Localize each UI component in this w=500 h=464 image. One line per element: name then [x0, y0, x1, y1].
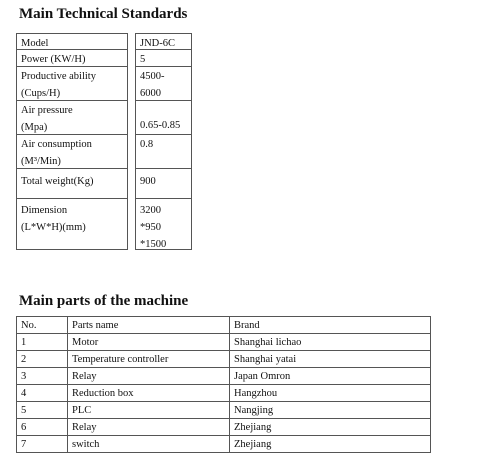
cell-no: 7 — [17, 436, 68, 453]
tech-value-line: 4500- — [140, 71, 165, 82]
tech-label-line: Productive ability — [21, 71, 96, 82]
column-header-no: No. — [17, 317, 68, 334]
tech-row-total-weight — [16, 169, 192, 199]
tech-value-line: 3200 — [140, 205, 161, 216]
tech-row-dimension — [16, 199, 192, 250]
tech-label: Total weight(Kg) — [16, 169, 128, 199]
table-row — [17, 351, 431, 368]
cell-brand: Japan Omron — [230, 368, 431, 385]
tech-row-power — [16, 50, 192, 67]
cell-part: PLC — [68, 402, 230, 419]
tech-value-line: *950 — [140, 222, 161, 233]
tech-label — [16, 67, 128, 101]
tech-label-line: Air consumption — [21, 139, 92, 150]
machine-parts-table — [16, 316, 431, 453]
technical-standards-table — [16, 33, 192, 250]
table-header-row — [17, 317, 431, 334]
cell-part: Reduction box — [68, 385, 230, 402]
column-header-parts-name: Parts name — [68, 317, 230, 334]
tech-value: 5 — [135, 50, 192, 67]
tech-value — [135, 101, 192, 135]
cell-brand: Zhejiang — [230, 419, 431, 436]
cell-part: Motor — [68, 334, 230, 351]
cell-no: 6 — [17, 419, 68, 436]
tech-value: 900 — [135, 169, 192, 199]
tech-value-line: *1500 — [140, 239, 167, 250]
tech-label — [16, 101, 128, 135]
cell-part: Relay — [68, 419, 230, 436]
tech-label-line: Dimension — [21, 205, 68, 216]
column-header-brand: Brand — [230, 317, 431, 334]
cell-part: switch — [68, 436, 230, 453]
cell-no: 4 — [17, 385, 68, 402]
tech-value-line: 6000 — [140, 88, 161, 99]
cell-no: 1 — [17, 334, 68, 351]
tech-row-air-pressure — [16, 101, 192, 135]
cell-no: 5 — [17, 402, 68, 419]
cell-brand: Zhejiang — [230, 436, 431, 453]
cell-part: Temperature controller — [68, 351, 230, 368]
table-row — [17, 368, 431, 385]
tech-label — [16, 199, 128, 250]
tech-row-air-consumption — [16, 135, 192, 169]
technical-standards-title: Main Technical Standards — [19, 6, 188, 22]
cell-part: Relay — [68, 368, 230, 385]
tech-label — [16, 135, 128, 169]
table-row — [17, 385, 431, 402]
table-row — [17, 419, 431, 436]
tech-label-line: (Cups/H) — [21, 88, 61, 99]
tech-value: JND-6C — [135, 33, 192, 50]
table-row — [17, 436, 431, 453]
tech-label-line: Air pressure — [21, 105, 73, 116]
tech-value — [135, 67, 192, 101]
cell-no: 3 — [17, 368, 68, 385]
tech-label: Model — [16, 33, 128, 50]
tech-value — [135, 199, 192, 250]
machine-parts-title: Main parts of the machine — [19, 293, 189, 309]
tech-value: 0.8 — [135, 135, 192, 169]
table-row — [17, 402, 431, 419]
tech-value-text: 0.65-0.85 — [140, 120, 181, 131]
cell-brand: Shanghai lichao — [230, 334, 431, 351]
table-row — [17, 334, 431, 351]
cell-brand: Nangjing — [230, 402, 431, 419]
tech-label-line: (L*W*H)(mm) — [21, 222, 86, 233]
tech-row-productive-ability — [16, 67, 192, 101]
tech-row-model — [16, 33, 192, 50]
tech-label-line: (Mpa) — [21, 122, 48, 133]
tech-label-line: (M³/Min) — [21, 156, 61, 167]
tech-label: Power (KW/H) — [16, 50, 128, 67]
cell-no: 2 — [17, 351, 68, 368]
cell-brand: Hangzhou — [230, 385, 431, 402]
cell-brand: Shanghai yatai — [230, 351, 431, 368]
